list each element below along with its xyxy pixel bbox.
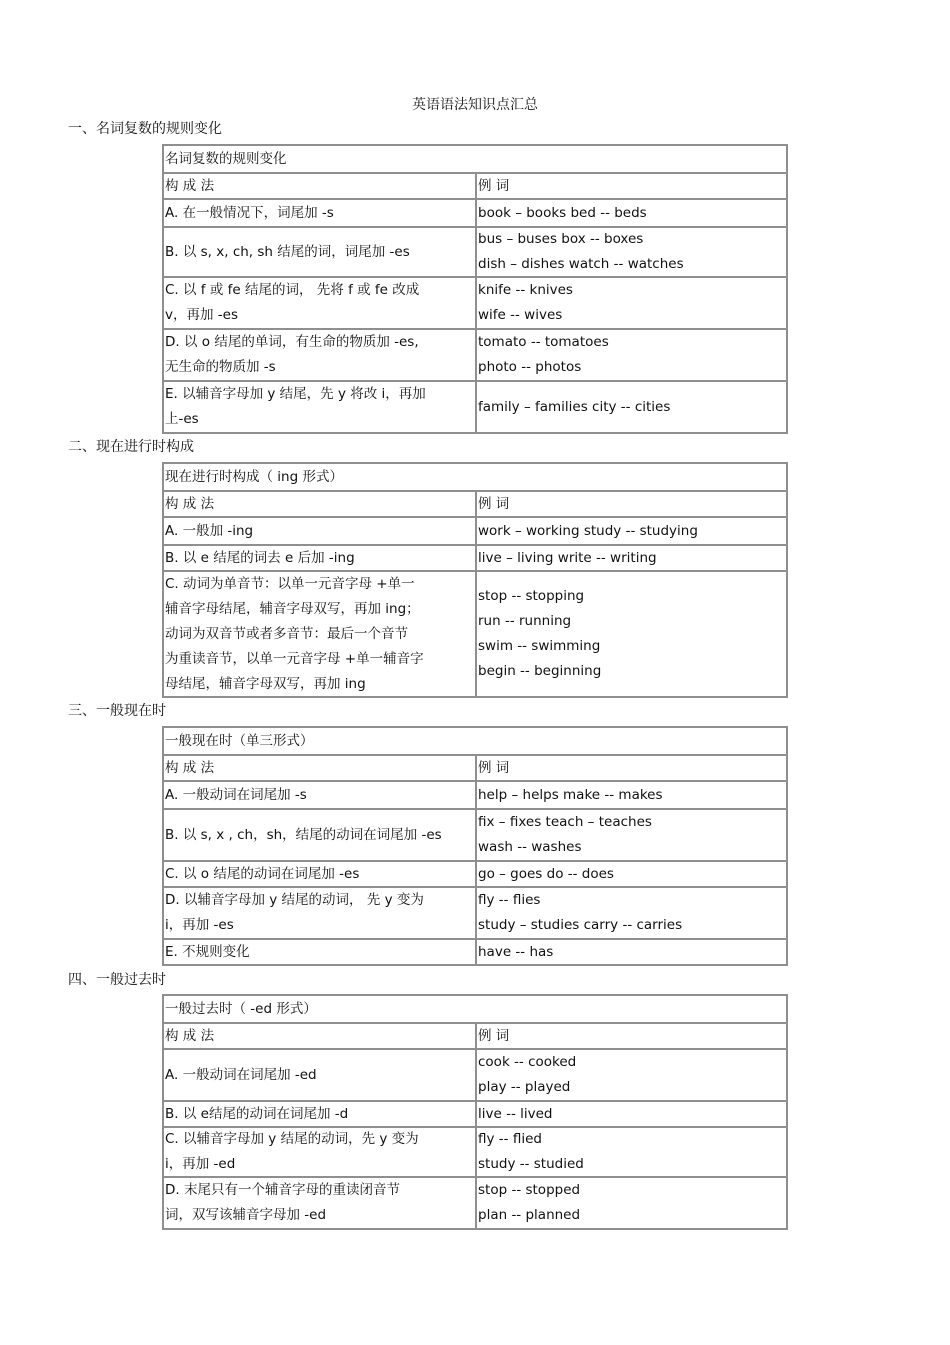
- header-method: [164, 492, 477, 516]
- header-example: [477, 1024, 786, 1048]
- example-line: live -- lived: [478, 1105, 553, 1122]
- table-title-row: [164, 996, 786, 1022]
- table-header-row: [164, 754, 786, 780]
- example-line: fly -- flied: [478, 1131, 542, 1147]
- example-line: swim -- swimming: [478, 638, 601, 654]
- table-title: [164, 464, 786, 490]
- example-cell: [477, 782, 786, 808]
- method-cell: [164, 228, 477, 276]
- section-heading: 二、现在进行时构成: [68, 439, 194, 455]
- table-row: [164, 1126, 786, 1176]
- table-row: [164, 276, 786, 328]
- method-line: B. 以 e结尾的动词在词尾加 -d: [165, 1105, 349, 1122]
- header-example: [477, 756, 786, 780]
- method-line: 动词为双音节或者多音节：最后一个音节: [165, 625, 408, 642]
- method-line: C. 以 o 结尾的动词在词尾加 -es: [165, 865, 360, 882]
- table-title: [164, 146, 786, 172]
- example-cell: [477, 810, 786, 860]
- table-row: [164, 516, 786, 544]
- header-example-text: 例 词: [478, 1027, 510, 1044]
- table-row: [164, 1176, 786, 1228]
- method-line: v，再加 -es: [165, 307, 238, 323]
- header-example-text: 例 词: [478, 177, 510, 194]
- example-line: book – books bed -- beds: [478, 204, 647, 221]
- example-cell: [477, 518, 786, 544]
- example-cell: [477, 200, 786, 226]
- method-line: E. 以辅音字母加 y 结尾，先 y 将改 i，再加: [165, 386, 426, 402]
- table-row: [164, 226, 786, 276]
- table-row: [164, 198, 786, 226]
- method-line: A. 一般动词在词尾加 -s: [165, 786, 307, 803]
- method-line: 辅音字母结尾，辅音字母双写，再加 ing；: [165, 600, 420, 617]
- method-cell: [164, 940, 477, 964]
- example-line: plan -- planned: [478, 1207, 581, 1223]
- table-row: [164, 328, 786, 380]
- method-line: C. 动词为单音节：以单一元音字母 +单一: [165, 575, 415, 592]
- table-title-text: 名词复数的规则变化: [165, 150, 287, 167]
- method-line: 为重读音节，以单一元音字母 +单一辅音字: [165, 650, 424, 667]
- header-method: [164, 1024, 477, 1048]
- method-cell: [164, 888, 477, 938]
- header-method-text: 构 成 法: [165, 177, 215, 194]
- method-cell: [164, 382, 477, 432]
- method-cell: [164, 1050, 477, 1100]
- section-heading: 三、一般现在时: [68, 703, 166, 719]
- method-line: i，再加 -ed: [165, 1156, 236, 1172]
- example-line: go – goes do -- does: [478, 865, 614, 882]
- example-cell: [477, 888, 786, 938]
- method-cell: [164, 782, 477, 808]
- grammar-table: [162, 994, 788, 1230]
- method-line: i，再加 -es: [165, 917, 234, 933]
- example-line: work – working study -- studying: [478, 522, 698, 539]
- table-row: [164, 938, 786, 964]
- method-cell: [164, 862, 477, 886]
- method-cell: [164, 518, 477, 544]
- method-line: D. 以辅音字母加 y 结尾的动词， 先 y 变为: [165, 892, 424, 908]
- header-example: [477, 174, 786, 198]
- example-line: dish – dishes watch -- watches: [478, 256, 684, 272]
- header-method-text: 构 成 法: [165, 1027, 215, 1044]
- method-cell: [164, 1102, 477, 1126]
- table-title-row: [164, 728, 786, 754]
- example-line: cook -- cooked: [478, 1054, 577, 1070]
- method-line: C. 以辅音字母加 y 结尾的动词，先 y 变为: [165, 1131, 419, 1147]
- method-line: B. 以 s, x, ch, sh 结尾的词，词尾加 -es: [165, 243, 410, 260]
- table-title-text: 一般过去时（ -ed 形式）: [165, 1000, 317, 1017]
- example-cell: [477, 1128, 786, 1176]
- header-method-text: 构 成 法: [165, 759, 215, 776]
- method-cell: [164, 278, 477, 328]
- example-line: wife -- wives: [478, 307, 563, 323]
- table-row: [164, 860, 786, 886]
- method-line: C. 以 f 或 fe 结尾的词， 先将 f 或 fe 改成: [165, 282, 420, 298]
- example-line: fly -- flies: [478, 892, 541, 908]
- header-method: [164, 756, 477, 780]
- section-heading: 一、名词复数的规则变化: [68, 121, 222, 137]
- example-line: photo -- photos: [478, 359, 582, 375]
- table-header-row: [164, 490, 786, 516]
- table-row: [164, 1100, 786, 1126]
- method-line: A. 一般加 -ing: [165, 522, 254, 539]
- grammar-table: [162, 726, 788, 966]
- table-row: [164, 380, 786, 432]
- method-cell: [164, 1128, 477, 1176]
- method-line: B. 以 s, x , ch，sh，结尾的动词在词尾加 -es: [165, 826, 442, 843]
- example-cell: [477, 1178, 786, 1228]
- example-line: have -- has: [478, 943, 554, 960]
- example-line: play -- played: [478, 1079, 571, 1095]
- example-line: knife -- knives: [478, 282, 573, 298]
- table-title: [164, 728, 786, 754]
- example-cell: [477, 1102, 786, 1126]
- example-cell: [477, 228, 786, 276]
- method-line: E. 不规则变化: [165, 943, 250, 960]
- example-line: live – living write -- writing: [478, 549, 657, 566]
- method-line: A. 在一般情况下，词尾加 -s: [165, 204, 334, 221]
- example-line: stop -- stopped: [478, 1182, 581, 1198]
- example-line: study – studies carry -- carries: [478, 917, 683, 933]
- method-line: D. 末尾只有一个辅音字母的重读闭音节: [165, 1182, 400, 1198]
- table-title-row: [164, 146, 786, 172]
- table-title-text: 现在进行时构成（ ing 形式）: [165, 468, 343, 485]
- method-line: 上-es: [165, 411, 199, 427]
- table-row: [164, 544, 786, 570]
- method-line: D. 以 o 结尾的单词，有生命的物质加 -es,: [165, 334, 419, 350]
- table-row: [164, 570, 786, 696]
- table-row: [164, 780, 786, 808]
- method-cell: [164, 330, 477, 380]
- method-cell: [164, 572, 477, 696]
- method-line: A. 一般动词在词尾加 -ed: [165, 1066, 317, 1083]
- header-example-text: 例 词: [478, 495, 510, 512]
- example-cell: [477, 330, 786, 380]
- section-heading: 四、一般过去时: [68, 972, 166, 988]
- example-line: help – helps make -- makes: [478, 786, 663, 803]
- header-example: [477, 492, 786, 516]
- example-cell: [477, 382, 786, 432]
- table-title-row: [164, 464, 786, 490]
- example-line: tomato -- tomatoes: [478, 334, 609, 350]
- table-row: [164, 886, 786, 938]
- example-line: study -- studied: [478, 1156, 584, 1172]
- method-line: 无生命的物质加 -s: [165, 359, 276, 375]
- method-cell: [164, 546, 477, 570]
- example-cell: [477, 862, 786, 886]
- header-example-text: 例 词: [478, 759, 510, 776]
- method-line: 母结尾，辅音字母双写，再加 ing: [165, 675, 366, 692]
- grammar-table: [162, 462, 788, 698]
- example-cell: [477, 546, 786, 570]
- example-line: stop -- stopping: [478, 588, 585, 604]
- example-line: fix – fixes teach – teaches: [478, 814, 652, 830]
- example-cell: [477, 940, 786, 964]
- example-line: bus – buses box -- boxes: [478, 231, 644, 247]
- example-cell: [477, 1050, 786, 1100]
- method-line: 词，双写该辅音字母加 -ed: [165, 1207, 327, 1223]
- table-row: [164, 1048, 786, 1100]
- method-line: B. 以 e 结尾的词去 e 后加 -ing: [165, 549, 355, 566]
- example-line: wash -- washes: [478, 839, 582, 855]
- table-row: [164, 808, 786, 860]
- table-title-text: 一般现在时（单三形式）: [165, 732, 314, 749]
- example-cell: [477, 278, 786, 328]
- table-header-row: [164, 172, 786, 198]
- example-cell: [477, 572, 786, 696]
- header-method: [164, 174, 477, 198]
- header-method-text: 构 成 法: [165, 495, 215, 512]
- example-line: run -- running: [478, 613, 572, 629]
- method-cell: [164, 810, 477, 860]
- method-cell: [164, 200, 477, 226]
- example-line: family – families city -- cities: [478, 398, 671, 415]
- table-header-row: [164, 1022, 786, 1048]
- document-title: 英语语法知识点汇总: [412, 97, 538, 113]
- example-line: begin -- beginning: [478, 663, 602, 679]
- grammar-table: [162, 144, 788, 434]
- method-cell: [164, 1178, 477, 1228]
- table-title: [164, 996, 786, 1022]
